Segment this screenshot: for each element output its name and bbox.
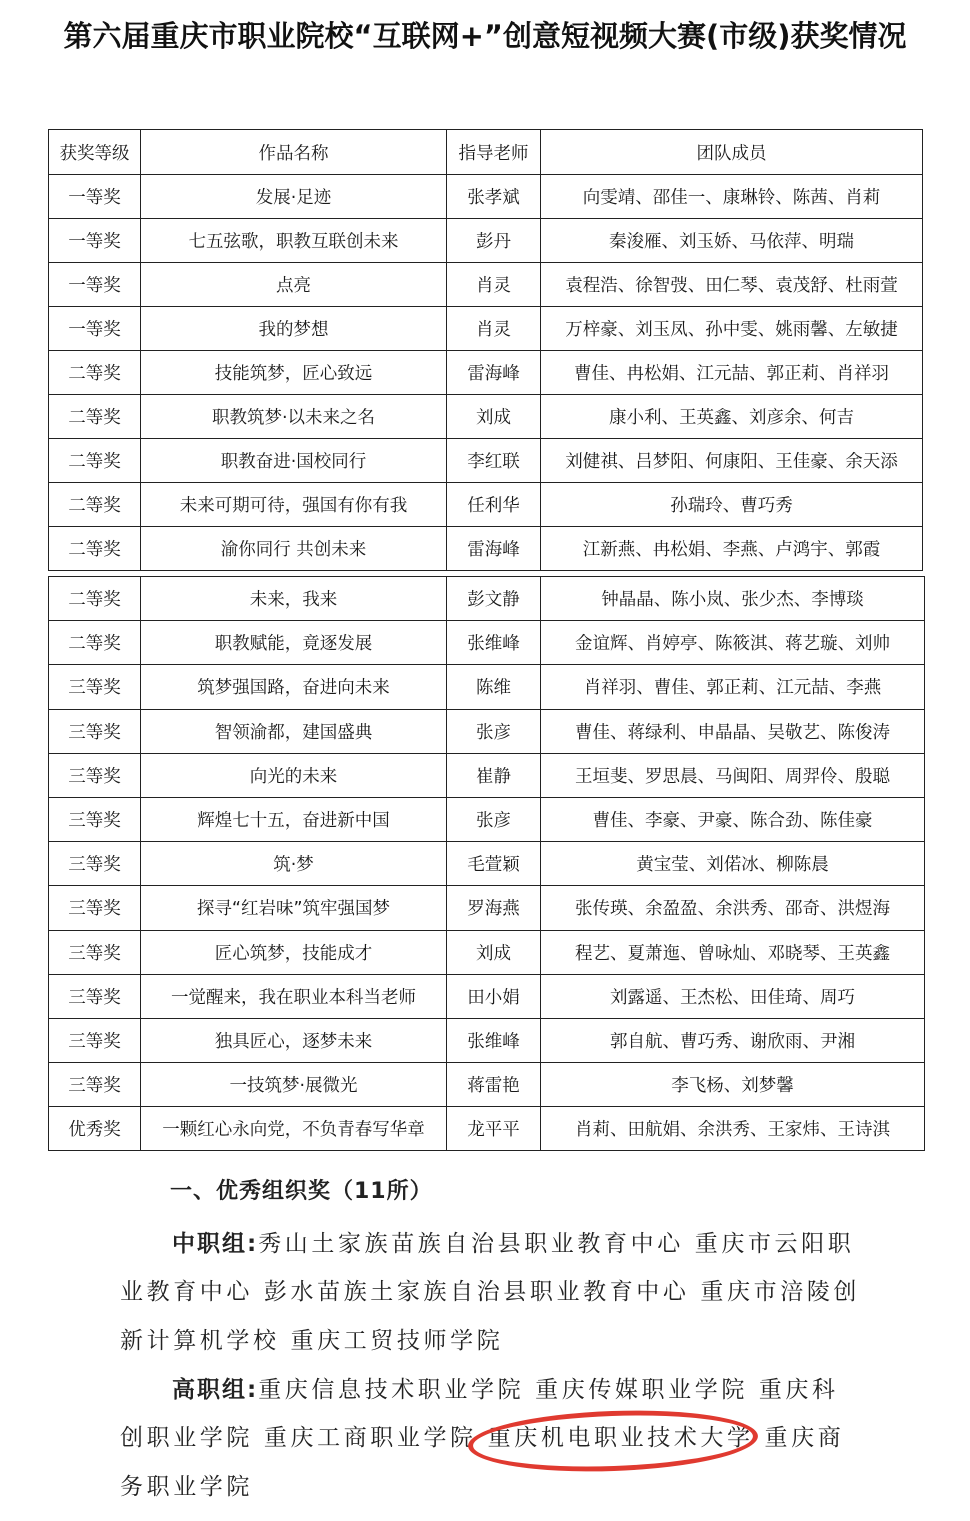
cell-team-members: 万梓豪、刘玉凤、孙中雯、姚雨馨、左敏捷 xyxy=(541,307,923,351)
cell-work-title: 辉煌七十五，奋进新中国 xyxy=(141,797,447,841)
cell-team-members: 向雯靖、邵佳一、康琳铃、陈茜、肖莉 xyxy=(541,175,923,219)
table-row xyxy=(49,797,925,841)
table-header-row xyxy=(49,130,923,175)
header-advisor: 指导老师 xyxy=(447,130,541,175)
cell-team-members: 秦浚雁、刘玉娇、马依萍、明瑞 xyxy=(541,219,923,263)
header-work-title: 作品名称 xyxy=(141,130,447,175)
table-row xyxy=(49,439,923,483)
cell-advisor: 张维峰 xyxy=(447,621,541,665)
table-row xyxy=(49,577,925,621)
cell-award-level: 一等奖 xyxy=(49,263,141,307)
cell-advisor: 罗海燕 xyxy=(447,886,541,930)
cell-award-level: 一等奖 xyxy=(49,219,141,263)
cell-award-level: 二等奖 xyxy=(49,621,141,665)
cell-team-members: 张传瑛、余盈盈、余洪秀、邵奇、洪煜海 xyxy=(541,886,925,930)
table-row xyxy=(49,665,925,709)
cell-advisor: 张孝斌 xyxy=(447,175,541,219)
cell-work-title: 一觉醒来，我在职业本科当老师 xyxy=(141,974,447,1018)
cell-advisor: 陈维 xyxy=(447,665,541,709)
cell-work-title: 未来可期可待，强国有你有我 xyxy=(141,483,447,527)
cell-team-members: 黄宝莹、刘偌冰、柳陈晨 xyxy=(541,842,925,886)
cell-work-title: 点亮 xyxy=(141,263,447,307)
cell-award-level: 二等奖 xyxy=(49,577,141,621)
cell-work-title: 探寻“红岩味”筑牢强国梦 xyxy=(141,886,447,930)
cell-advisor: 雷海峰 xyxy=(447,527,541,571)
cell-award-level: 二等奖 xyxy=(49,439,141,483)
zhongzhi-label: 中职组: xyxy=(172,1231,259,1257)
cell-advisor: 刘成 xyxy=(447,395,541,439)
cell-work-title: 匠心筑梦，技能成才 xyxy=(141,930,447,974)
section-heading: 一、优秀组织奖（11所） xyxy=(170,1179,433,1204)
cell-work-title: 一技筑梦·展微光 xyxy=(141,1063,447,1107)
cell-team-members: 康小利、王英鑫、刘彦余、何吉 xyxy=(541,395,923,439)
cell-team-members: 李飞杨、刘梦馨 xyxy=(541,1063,925,1107)
table-row xyxy=(49,527,923,571)
zhongzhi-line-3: 新计算机学校 重庆工贸技师学院 xyxy=(120,1328,504,1354)
zhongzhi-line-2: 业教育中心 彭水苗族土家族自治县职业教育中心 重庆市涪陵创 xyxy=(120,1279,861,1305)
table-row xyxy=(49,351,923,395)
table-row xyxy=(49,263,923,307)
cell-team-members: 金谊辉、肖婷亭、陈筱淇、蒋艺璇、刘帅 xyxy=(541,621,925,665)
cell-work-title: 技能筑梦，匠心致远 xyxy=(141,351,447,395)
table-row xyxy=(49,974,925,1018)
cell-team-members: 刘健祺、吕梦阳、何康阳、王佳豪、余天添 xyxy=(541,439,923,483)
cell-advisor: 田小娟 xyxy=(447,974,541,1018)
cell-work-title: 独具匠心，逐梦未来 xyxy=(141,1018,447,1062)
cell-award-level: 一等奖 xyxy=(49,307,141,351)
cell-work-title: 一颗红心永向党，不负青春写华章 xyxy=(141,1107,447,1151)
cell-award-level: 优秀奖 xyxy=(49,1107,141,1151)
cell-award-level: 一等奖 xyxy=(49,175,141,219)
cell-team-members: 郭自航、曹巧秀、谢欣雨、尹湘 xyxy=(541,1018,925,1062)
table-row xyxy=(49,483,923,527)
cell-work-title: 智领渝都，建国盛典 xyxy=(141,709,447,753)
table-row xyxy=(49,1018,925,1062)
cell-work-title: 发展·足迹 xyxy=(141,175,447,219)
cell-advisor: 蒋雷艳 xyxy=(447,1063,541,1107)
cell-award-level: 三等奖 xyxy=(49,665,141,709)
cell-advisor: 毛萱颖 xyxy=(447,842,541,886)
cell-advisor: 张维峰 xyxy=(447,1018,541,1062)
cell-award-level: 三等奖 xyxy=(49,709,141,753)
cell-advisor: 肖灵 xyxy=(447,263,541,307)
table-row xyxy=(49,709,925,753)
cell-award-level: 三等奖 xyxy=(49,753,141,797)
cell-advisor: 张彦 xyxy=(447,709,541,753)
cell-team-members: 程艺、夏萧迤、曾咏灿、邓晓琴、王英鑫 xyxy=(541,930,925,974)
cell-team-members: 曹佳、蒋绿利、申晶晶、吴敬艺、陈俊涛 xyxy=(541,709,925,753)
cell-work-title: 我的梦想 xyxy=(141,307,447,351)
cell-team-members: 曹佳、李豪、尹豪、陈合劲、陈佳豪 xyxy=(541,797,925,841)
cell-advisor: 刘成 xyxy=(447,930,541,974)
table-row xyxy=(49,395,923,439)
table-row xyxy=(49,930,925,974)
cell-team-members: 袁程浩、徐智弢、田仁琴、袁茂舒、杜雨萱 xyxy=(541,263,923,307)
cell-award-level: 三等奖 xyxy=(49,797,141,841)
cell-award-level: 三等奖 xyxy=(49,842,141,886)
cell-advisor: 彭丹 xyxy=(447,219,541,263)
cell-team-members: 刘露遥、王杰松、田佳琦、周巧 xyxy=(541,974,925,1018)
cell-advisor: 雷海峰 xyxy=(447,351,541,395)
gaozhi-text-1: 重庆信息技术职业学院 重庆传媒职业学院 重庆科 xyxy=(258,1377,839,1403)
cell-award-level: 二等奖 xyxy=(49,395,141,439)
table-row xyxy=(49,886,925,930)
cell-award-level: 三等奖 xyxy=(49,1018,141,1062)
cell-work-title: 筑·梦 xyxy=(141,842,447,886)
gaozhi-line-3: 务职业学院 xyxy=(120,1474,253,1500)
gaozhi-line-2: 创职业学院 重庆工商职业学院 重庆机电职业技术大学 重庆商 xyxy=(120,1425,845,1451)
awards-table-part2 xyxy=(48,576,925,1151)
cell-work-title: 未来，我来 xyxy=(141,577,447,621)
cell-team-members: 王垣斐、罗思晨、马闽阳、周羿伶、殷聪 xyxy=(541,753,925,797)
cell-award-level: 三等奖 xyxy=(49,1063,141,1107)
cell-award-level: 三等奖 xyxy=(49,930,141,974)
cell-advisor: 肖灵 xyxy=(447,307,541,351)
cell-work-title: 职教赋能，竟逐发展 xyxy=(141,621,447,665)
cell-advisor: 龙平平 xyxy=(447,1107,541,1151)
highlight-circle xyxy=(467,1406,759,1476)
awards-table-part1 xyxy=(48,129,923,571)
cell-advisor: 彭文静 xyxy=(447,577,541,621)
cell-team-members: 江新燕、冉松娟、李燕、卢鸿宇、郭霞 xyxy=(541,527,923,571)
zhongzhi-text-1: 秀山土家族苗族自治县职业教育中心 重庆市云阳职 xyxy=(258,1231,855,1257)
cell-award-level: 二等奖 xyxy=(49,483,141,527)
cell-team-members: 钟晶晶、陈小岚、张少杰、李博琰 xyxy=(541,577,925,621)
page-title: 第六届重庆市职业院校“互联网+”创意短视频大赛(市级)获奖情况 xyxy=(63,19,907,53)
cell-work-title: 渝你同行 共创未来 xyxy=(141,527,447,571)
cell-work-title: 职教筑梦·以未来之名 xyxy=(141,395,447,439)
cell-team-members: 曹佳、冉松娟、江元喆、郭正莉、肖祥羽 xyxy=(541,351,923,395)
cell-award-level: 三等奖 xyxy=(49,974,141,1018)
header-award-level: 获奖等级 xyxy=(49,130,141,175)
cell-advisor: 李红联 xyxy=(447,439,541,483)
cell-work-title: 七五弦歌，职教互联创未来 xyxy=(141,219,447,263)
cell-award-level: 三等奖 xyxy=(49,886,141,930)
cell-team-members: 孙瑞玲、曹巧秀 xyxy=(541,483,923,527)
table-row xyxy=(49,621,925,665)
cell-work-title: 职教奋进·国校同行 xyxy=(141,439,447,483)
table-row xyxy=(49,175,923,219)
cell-work-title: 向光的未来 xyxy=(141,753,447,797)
cell-advisor: 任利华 xyxy=(447,483,541,527)
gaozhi-line-1 xyxy=(172,1371,839,1404)
table-row xyxy=(49,219,923,263)
zhongzhi-line-1 xyxy=(172,1225,854,1258)
gaozhi-label: 高职组: xyxy=(172,1377,259,1403)
cell-award-level: 二等奖 xyxy=(49,527,141,571)
table-row xyxy=(49,753,925,797)
table-row xyxy=(49,307,923,351)
cell-award-level: 二等奖 xyxy=(49,351,141,395)
table-row xyxy=(49,1063,925,1107)
table-row xyxy=(49,1107,925,1151)
cell-advisor: 崔静 xyxy=(447,753,541,797)
cell-team-members: 肖祥羽、曹佳、郭正莉、江元喆、李燕 xyxy=(541,665,925,709)
cell-advisor: 张彦 xyxy=(447,797,541,841)
cell-team-members: 肖莉、田航娟、余洪秀、王家炜、王诗淇 xyxy=(541,1107,925,1151)
cell-work-title: 筑梦强国路，奋进向未来 xyxy=(141,665,447,709)
header-team-members: 团队成员 xyxy=(541,130,923,175)
table-row xyxy=(49,842,925,886)
